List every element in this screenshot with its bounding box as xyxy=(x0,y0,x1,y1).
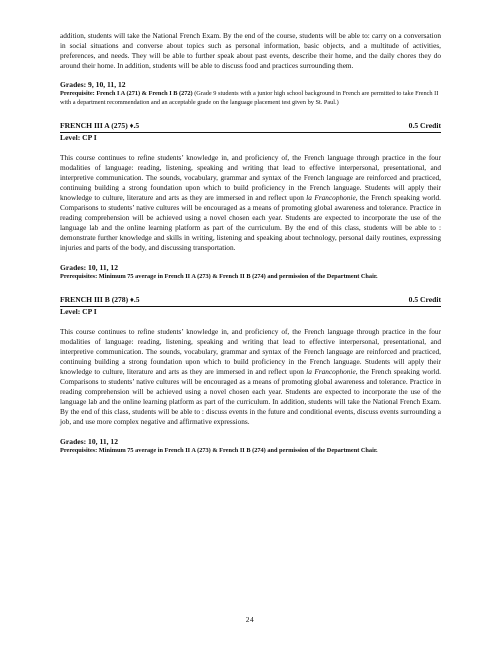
course-prerequisite: Prerequisites: Minimum 75 average in French II A (273) & French II B (274) and permission of the Department Chair. xyxy=(60,273,378,281)
course-title-row xyxy=(60,295,441,305)
intro-prerequisite xyxy=(60,90,441,107)
course-grades: Grades: 10, 11, 12 xyxy=(60,263,119,273)
intro-paragraph: addition, students will take the National French Exam. By the end of the course, students will be able to: carry on a conversation in social situations and converse about topics such as personal information, basic objects, and a multitude of activities, preferences, and needs. They will be able to further speak about past events, describe their home, and the daily chores they do around their home. In addition, students will be able to discuss food and practices surrounding them. xyxy=(60,31,441,70)
course-title: FRENCH III A (275) ♦.5 xyxy=(60,121,140,131)
course-grades: Grades: 10, 11, 12 xyxy=(60,436,119,446)
course-level: Level: CP I xyxy=(60,133,97,143)
francophonie-italic: la Francophonie xyxy=(306,366,356,376)
intro-prerequisite-label: Prerequisite: French I A (271) & French I B (272) xyxy=(60,90,193,97)
course-header-french-iii-a xyxy=(60,121,441,133)
course-prerequisite: Prerequisites: Minimum 75 average in French II A (273) & French II B (274) and permission of the Department Chair. xyxy=(60,446,378,454)
intro-prerequisite-text: (Grade 9 students with a junior high school background in French are permitted to take French II with a department recommendation and an acceptable grade on the language placement test given by St. Paul.) xyxy=(60,90,439,106)
page-number: 24 xyxy=(245,615,255,624)
document-page xyxy=(60,31,441,455)
course-level: Level: CP I xyxy=(60,306,97,316)
course-description: This course continues to refine students’ knowledge in, and proficiency of, the French language through practice in the four modalities of language: reading, listening, speaking and writing that lead to effective interpersonal, presentational, and interpretive communication. The sounds, vocabulary, grammar and syntax of the French language are reinforced and practiced, continuing building a strong foundation upon which to build proficiency in the French language. Students will apply their knowledge to culture, literature and arts as they are immersed in and reflect upon la Francophonie, the French speaking world. Comparisons to students’ native cultures will be encouraged as a means of promoting global awareness and tolerance. Practice in reading comprehension will be achieved using a novel chosen each year. Students are expected to incorporate the use of the language lab and the online learning platform as part of the curriculum. By the end of this class, students will be able to : demonstrate further knowledge and skills in writing, listening and speaking about technology, personal daily routines, expressing injuries and parts of the body, and discussing transportation. xyxy=(60,153,441,253)
course-header-french-iii-b xyxy=(60,295,441,307)
course-credit: 0.5 Credit xyxy=(408,294,441,304)
course-title-row xyxy=(60,121,441,131)
course-title: FRENCH III B (278) ♦.5 xyxy=(60,294,140,304)
course-description: This course continues to refine students’ knowledge in, and proficiency of, the French language through practice in the four modalities of language: reading, listening, speaking and writing that lead to effective interpersonal, presentational, and interpretive communication. The sounds, vocabulary, grammar and syntax of the French language are reinforced and practiced, continuing building a strong foundation upon which to build proficiency in the French language. Students will apply their knowledge to culture, literature and arts as they are immersed in and reflect upon la Francophonie, the French speaking world. Comparisons to students’ native cultures will be encouraged as a means of promoting global awareness and tolerance. Practice in reading comprehension will be achieved using a novel chosen each year. Students are expected to incorporate the use of the language lab and the online learning platform as part of the curriculum. In addition, students will take the National French Exam. By the end of this class, students will be able to : discuss events in the future and conditional events, discuss events surrounding a job, and use more complex negative and affirmative expressions. xyxy=(60,326,441,426)
course-credit: 0.5 Credit xyxy=(408,121,441,131)
francophonie-italic: la Francophonie xyxy=(306,193,356,203)
intro-grades: Grades: 9, 10, 11, 12 xyxy=(60,80,126,89)
